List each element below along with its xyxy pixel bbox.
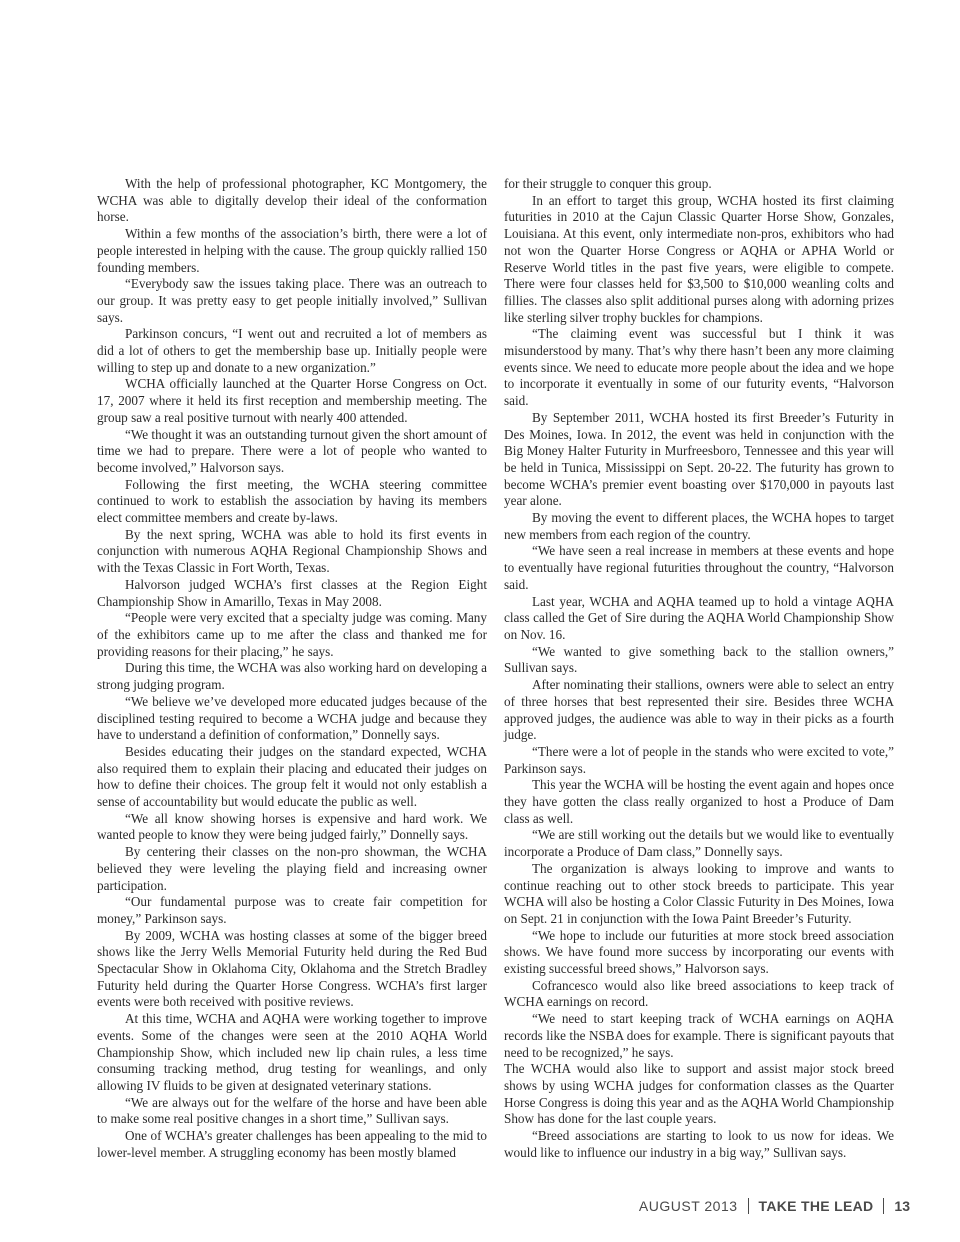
- paragraph: “Breed associations are starting to look to us now for ideas. We would like to influence our industry in a big way,” Sullivan says.: [504, 1128, 894, 1160]
- paragraph: “We are always out for the welfare of the horse and have been able to make some real positive changes in a short time,” Sullivan says.: [97, 1094, 487, 1127]
- paragraph: “We all know showing horses is expensive and hard work. We wanted people to know they were being judged fairly,” Donnelly says.: [97, 810, 487, 843]
- paragraph: In an effort to target this group, WCHA hosted its first claiming futurities in 2010 at the Cajun Classic Quarter Horse Show, Gonzales, Louisiana. At this event, only intermediate non-pros, exhibitors who had not won the Quarter Horse Congress or AQHA or APHA World or Reserve World titles in the past five years, were eligible to compete. There were four classes held for $3,500 to $10,000 weanling colts and fillies. The classes also split additional purses along with adorning prizes like sterling silver trophy buckles for champions.: [504, 192, 894, 325]
- paragraph: “We are still working out the details but we would like to eventually incorporate a Produce of Dam class,” Donnelly says.: [504, 827, 894, 860]
- paragraph: The organization is always looking to improve and wants to continue reaching out to other stock breeds to participate. This year WCHA will also be hosting a Color Classic Futurity in Des Moines, Iowa on Sept. 21 in conjunction with the Iowa Paint Breeder’s Futurity.: [504, 860, 894, 926]
- paragraph: By centering their classes on the non-pro showman, the WCHA believed they were leveling the playing field and increasing owner participation.: [97, 844, 487, 893]
- paragraph: Cofrancesco would also like breed associations to keep track of WCHA earnings on record.: [504, 977, 894, 1010]
- paragraph: At this time, WCHA and AQHA were working together to improve events. Some of the changes were seen at the 2010 AQHA World Championship Show, which included new lip chain rules, a less time consuming tracking method, drug testing for weanlings, and only allowing IV fluids to be given at designated veterinary stations.: [97, 1011, 487, 1093]
- paragraph: Parkinson concurs, “I went out and recruited a lot of members as did a lot of others to get the membership base up. Initially people were willing to step up and donate to a new organization.”: [97, 326, 487, 375]
- paragraph: This year the WCHA will be hosting the event again and hopes once they have gotten the class really organized to host a Produce of Dam class as well.: [504, 777, 894, 826]
- paragraph: “We need to start keeping track of WCHA earnings on AQHA records like the NSBA does for example. There is significant payouts that need to be recognized,” he says.: [504, 1011, 894, 1060]
- paragraph: WCHA officially launched at the Quarter Horse Congress on Oct. 17, 2007 where it held its first reception and membership meeting. The group saw a real positive turnout with nearly 400 attended.: [97, 376, 487, 425]
- paragraph: Following the first meeting, the WCHA steering committee continued to work to establish the association by having its members elect committee members and create by-laws.: [97, 476, 487, 526]
- footer-divider: [883, 1198, 884, 1214]
- paragraph: Within a few months of the association’s birth, there were a lot of people interested in helping with the cause. The group quickly rallied 150 founding members.: [97, 226, 487, 275]
- issue-date: AUGUST 2013: [638, 1198, 738, 1214]
- paragraph: “Everybody saw the issues taking place. There was an outreach to our group. It was pretty easy to get people initially involved,” Sullivan says.: [97, 276, 487, 325]
- article-column-left: [97, 176, 487, 1161]
- paragraph: “We wanted to give something back to the stallion owners,” Sullivan says.: [504, 643, 894, 676]
- paragraph: “People were very excited that a specialty judge was coming. Many of the exhibitors came up to me after the class and thanked me for providing reasons for their placing,” he says.: [97, 610, 487, 659]
- paragraph: “There were a lot of people in the stands who were excited to vote,” Parkinson says.: [504, 743, 894, 776]
- footer-divider: [748, 1198, 749, 1214]
- paragraph: Besides educating their judges on the standard expected, WCHA also required them to explain their placing and educated their judges on how to define their choices. The group felt it would not only establish a sense of accountability but would educate the public as well.: [97, 743, 487, 810]
- paragraph: After nominating their stallions, owners were able to select an entry of three horses that best represented their sire. Besides three WCHA approved judges, the audience was able to way in their picks as a fourth judge.: [504, 677, 894, 743]
- paragraph: “Our fundamental purpose was to create fair competition for money,” Parkinson says.: [97, 894, 487, 926]
- paragraph: “The claiming event was successful but I think it was misunderstood by many. That’s why there hasn’t been any more claiming events since. We need to educate more people about the idea and we hope to incorporate it eventually in some of our futurity events, “Halvorson said.: [504, 326, 894, 409]
- page-footer: [639, 1198, 910, 1214]
- paragraph: During this time, the WCHA was also working hard on developing a strong judging program.: [97, 660, 487, 693]
- magazine-title: TAKE THE LEAD: [758, 1198, 874, 1214]
- paragraph: Halvorson judged WCHA’s first classes at the Region Eight Championship Show in Amarillo, Texas in May 2008.: [97, 576, 487, 609]
- paragraph: By moving the event to different places, the WCHA hopes to target new members from each region of the country.: [504, 510, 894, 542]
- paragraph: Last year, WCHA and AQHA teamed up to hold a vintage AQHA class called the Get of Sire during the AQHA World Championship Show on Nov. 16.: [504, 593, 894, 642]
- paragraph: By September 2011, WCHA hosted its first Breeder’s Futurity in Des Moines, Iowa. In 2012, the event was held in conjunction with the Big Money Halter Futurity in Murfreesboro, Tennessee and this year will be held in Tunica, Mississippi on Sept. 20-22. The futurity has grown to become WCHA’s premier event boasting over $170,000 in payouts last year alone.: [504, 409, 894, 509]
- paragraph: By 2009, WCHA was hosting classes at some of the bigger breed shows like the Jerry Wells Memorial Futurity held during the Red Bud Spectacular Show in Oklahoma City, Oklahoma and the Stretch Bradley Futurity held during the Quarter Horse Congress. WCHA’s first larger events were both received with positive reviews.: [97, 927, 487, 1010]
- paragraph: “We thought it was an outstanding turnout given the short amount of time we had to prepare. There were a lot of people who wanted to become involved,” Halvorson says.: [97, 426, 487, 475]
- paragraph: “We hope to include our futurities at more stock breed association shows. We have found more success by incorporating our events with existing successful breed shows,” Halvorson says.: [504, 927, 894, 977]
- paragraph: “We believe we’ve developed more educated judges because of the disciplined testing required to become a WCHA judge and because they have to understand a definition of conformation,” Donnelly says.: [97, 693, 487, 743]
- paragraph: By the next spring, WCHA was able to hold its first events in conjunction with numerous AQHA Regional Championship Shows and with the Texas Classic in Fort Worth, Texas.: [97, 526, 487, 576]
- paragraph: “We have seen a real increase in members at these events and hope to eventually have regional futurities throughout the country, “Halvorson said.: [504, 543, 894, 592]
- article-column-right: [504, 176, 894, 1161]
- paragraph: One of WCHA’s greater challenges has been appealing to the mid to lower-level member. A struggling economy has been mostly blamed: [97, 1128, 487, 1160]
- paragraph: The WCHA would also like to support and assist major stock breed shows by using WCHA judges for conformation classes as the Quarter Horse Congress is doing this year and as the AQHA World Championship Show has done for the last couple years.: [504, 1061, 894, 1127]
- paragraph: for their struggle to conquer this group.: [504, 176, 712, 191]
- page-number: 13: [894, 1198, 910, 1214]
- paragraph: With the help of professional photographer, KC Montgomery, the WCHA was able to digitally develop their ideal of the conformation horse.: [97, 176, 487, 225]
